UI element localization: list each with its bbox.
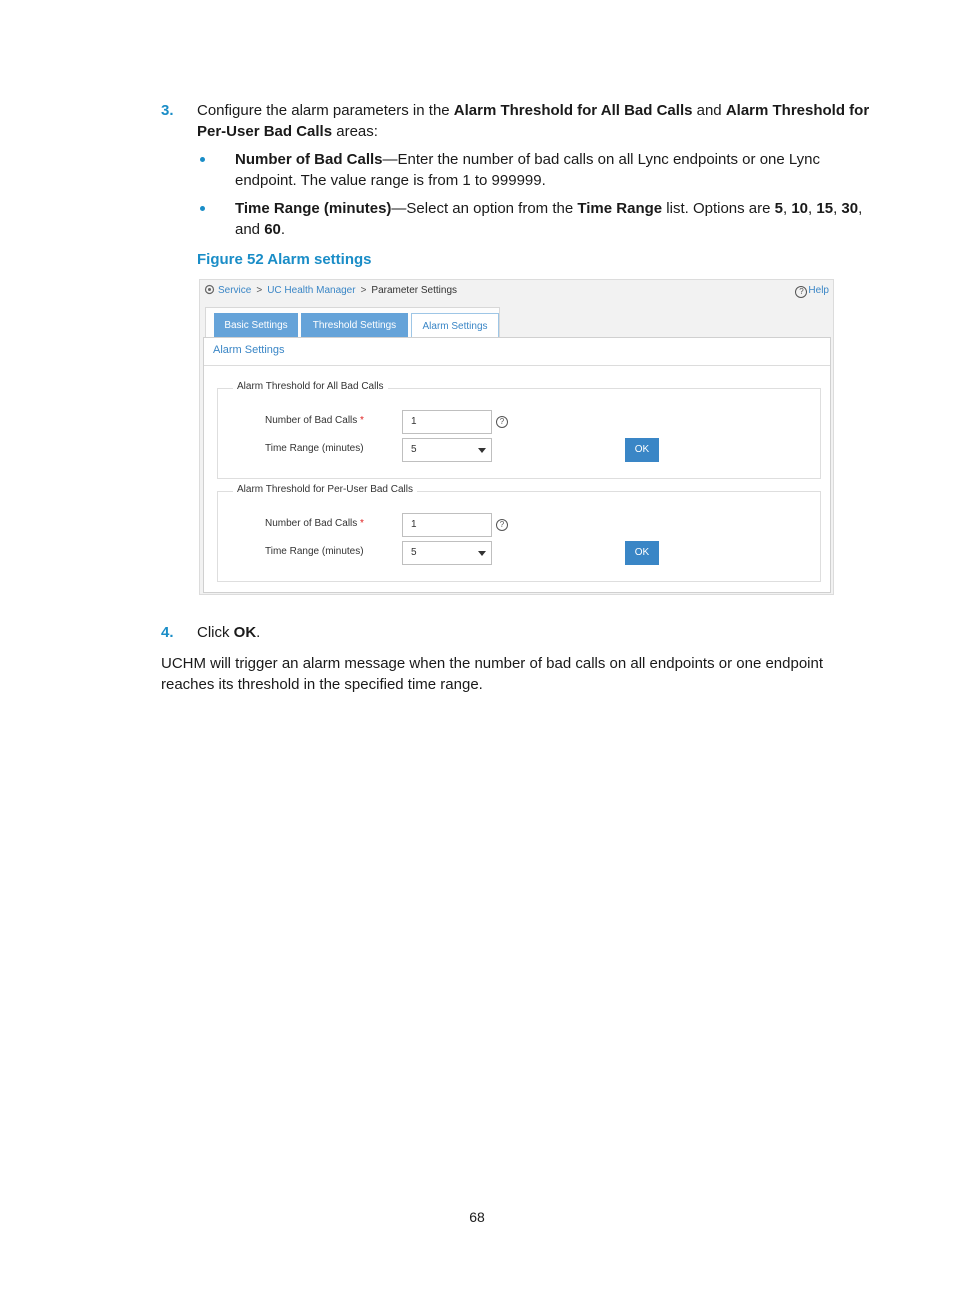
bullet-line-2: endpoint. The value range is from 1 to 999999. [235,172,546,189]
selected-value: 5 [411,444,417,455]
chevron-down-icon [478,551,486,556]
step-number: 4. [161,624,174,641]
time-range-label: Time Range (minutes) [265,443,364,454]
bullet-item-bad-calls [235,149,875,191]
help-link[interactable] [795,284,829,298]
step-4 [161,622,871,644]
text-run: areas: [332,123,378,140]
breadcrumb-separator: > [360,285,367,296]
text-run: —Enter the number of bad calls on all Lync endpoints or one Lync [382,151,821,168]
option-value: 60 [264,221,281,238]
text-run: , [858,200,863,217]
text-run: , [833,200,842,217]
bullet-dot [200,206,205,211]
step-number: 3. [161,102,174,119]
group-legend: Alarm Threshold for All Bad Calls [233,381,388,392]
tab-basic-settings[interactable]: Basic Settings [214,313,298,338]
text-run: Configure the alarm parameters in the [197,102,454,119]
label-text: Number of Bad Calls [265,415,358,426]
step-line-2 [197,121,871,142]
bullet-line-1 [235,149,875,170]
ok-button[interactable]: OK [625,438,659,462]
text-run: , [783,200,792,217]
alarm-settings-panel [203,337,831,593]
tab-threshold-settings[interactable]: Threshold Settings [301,313,408,338]
bad-calls-label [265,415,364,426]
label-text: Number of Bad Calls [265,518,358,529]
closing-paragraph [161,653,881,695]
text-run: . [256,624,261,641]
panel-title: Alarm Settings [213,344,285,356]
group-legend: Alarm Threshold for Per-User Bad Calls [233,484,417,495]
step-text [197,622,260,643]
text-run: . [280,221,286,238]
step-line-1 [197,100,871,121]
help-label: Help [808,285,829,296]
chevron-down-icon [478,448,486,453]
text-run: and [235,221,265,238]
bold-term: OK [233,624,257,641]
page-number: 68 [469,1209,485,1225]
group-per-user-bad-calls [217,491,821,582]
bad-calls-label [265,518,364,529]
paragraph-line-1: UCHM will trigger an alarm message when the number of bad calls on all endpoints or one endpoint [161,655,824,672]
service-icon [204,284,215,295]
text-run: list. Options are [662,200,775,217]
required-mark: * [360,518,364,529]
breadcrumb-separator: > [256,285,263,296]
option-value: 10 [791,200,809,217]
time-range-label: Time Range (minutes) [265,546,364,557]
option-value: 30 [841,200,859,217]
step-text [197,100,871,142]
time-range-select[interactable] [402,438,492,462]
selected-value: 5 [411,547,417,558]
time-range-select[interactable] [402,541,492,565]
bullet-line-2 [235,219,875,240]
text-run: —Select an option from the [391,200,578,217]
option-value: 15 [816,200,834,217]
text-run: Click [197,624,234,641]
bold-term: Per-User Bad Calls [197,123,333,140]
bold-term: Time Range [577,200,663,217]
bullet-item-time-range [235,198,875,240]
ok-button[interactable]: OK [625,541,659,565]
option-value: 5 [774,200,783,217]
step-3 [161,100,871,144]
bold-term: Number of Bad Calls [235,151,383,168]
help-icon[interactable]: ? [496,519,508,531]
bullet-dot [200,157,205,162]
breadcrumb [204,284,457,298]
breadcrumb-current: Parameter Settings [371,285,458,296]
bad-calls-input[interactable]: 1 [402,513,492,537]
bold-term: Time Range (minutes) [235,200,392,217]
required-mark: * [360,415,364,426]
help-icon: ? [795,286,807,298]
help-icon[interactable]: ? [496,416,508,428]
breadcrumb-uc-health-manager[interactable]: UC Health Manager [267,285,356,296]
alarm-settings-screenshot [199,279,834,595]
bullet-line-1 [235,198,875,219]
paragraph-line-2: reaches its threshold in the specified time range. [161,676,483,693]
text-run: and [692,102,726,119]
bold-term: Alarm Threshold for [725,102,870,119]
tab-alarm-settings[interactable]: Alarm Settings [411,313,499,339]
bad-calls-input[interactable]: 1 [402,410,492,434]
figure-caption: Figure 52 Alarm settings [197,251,372,268]
text-run: , [808,200,817,217]
bold-term: Alarm Threshold for All Bad Calls [453,102,693,119]
divider [204,365,830,366]
group-all-bad-calls [217,388,821,479]
breadcrumb-service[interactable]: Service [218,285,252,296]
